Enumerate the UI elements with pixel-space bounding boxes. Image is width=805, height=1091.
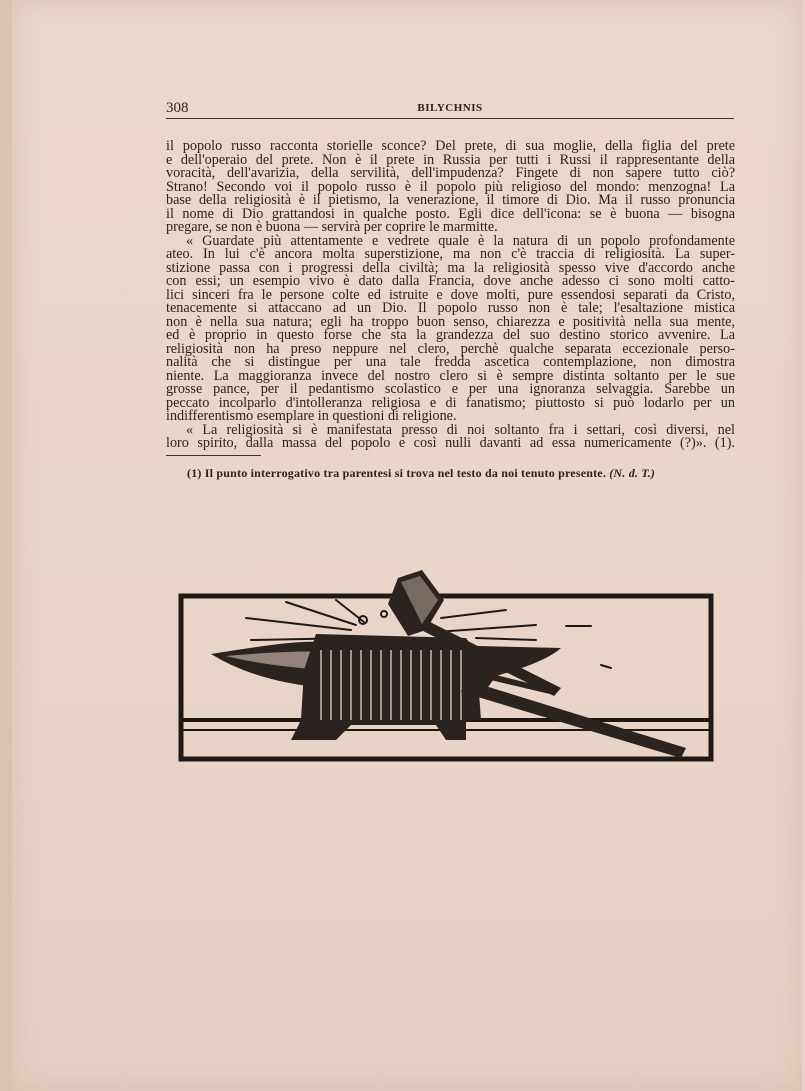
- text-line: voracità, dell'avarizia, della servilità, dell'impudenza? Fingete di non sapere tutto ciò?: [166, 165, 735, 181]
- text-line: lici sinceri fra le persone colte ed istruite e dove molti, pure essendosi separati da Cristo,: [166, 286, 735, 303]
- text-line: tenacemente si attaccano ad un Dio. Il popolo russo non è tale; l'esaltazione mistica: [166, 300, 735, 316]
- text-line: con essi; un esempio vivo è dato dalla Francia, dove anche adesso ci sono molti catto-: [166, 273, 735, 289]
- text-line: pregare, se non è buona — servirà per coprire le marmitte.: [166, 219, 498, 235]
- text-line: stizione passa con i progressi della civiltà; ma la religiosità spesso vive d'accordo anche: [166, 259, 735, 276]
- footnote-rule: [166, 455, 261, 456]
- text-line: ateo. In lui c'è ancora molta superstizione, ma non c'è traccia di religiosità. La super-: [166, 246, 735, 262]
- text-line: Strano! Secondo voi il popolo russo è il popolo più religioso del mondo: menzogna! La: [166, 178, 735, 195]
- text-line: loro spirito, dalla massa del popolo e così nulli davanti ad essa numericamente (?)». (1).: [166, 435, 735, 451]
- footnote-note: (N. d. T.): [609, 466, 656, 480]
- text-line: grosse pance, per il pedantismo scolastico e per una ignoranza selvaggia. Sarebbe un: [166, 381, 735, 397]
- text-line: il nome di Dio grattandosi in qualche posto. Egli dice dell'icona: se è buona — bisogna: [166, 205, 735, 222]
- text-line: ed è proprio in questo forse che sta la grandezza del suo destino storico avvenire. La: [166, 327, 735, 343]
- text-line: e dell'operaio del prete. Non è il prete in Russia per tutti i Russi il rappresentante della: [166, 151, 735, 168]
- text-line: niente. La maggioranza invece del nostro clero si è sempre distinta soltanto per le sue: [166, 367, 735, 384]
- text-line: nalità che si distingue per una tale fredda ascetica contemplazione, non dimostra: [166, 354, 735, 370]
- text-line: « Guardate più attentamente e vedrete quale è la natura di un popolo profondamente: [186, 232, 735, 249]
- text-line: indifferentismo esemplare in questioni di religione.: [166, 408, 457, 424]
- running-title: BILYCHNIS: [417, 102, 483, 114]
- page-edge: [0, 0, 12, 1091]
- text-line: non è nella sua natura; egli ha troppo buon senso, chiarezza e positività nella sua mente,: [166, 313, 735, 330]
- text-line: peccato incolparlo d'intolleranza religiosa e di fanatismo; piuttosto si può lodarlo per un: [166, 394, 735, 411]
- text-line: religiosità non ha preso neppure nel clero, perchè qualche separata eccezionale perso-: [166, 340, 735, 357]
- body-text: [166, 140, 735, 451]
- page-number: 308: [166, 100, 189, 116]
- anvil-illustration: [176, 570, 716, 765]
- text-line: base della religiosità è il pietismo, la venerazione, il timore di Dio. Ma il russo pronuncia: [166, 192, 735, 208]
- text-line: il popolo russo racconta storielle sconce? Del prete, di sua moglie, della figlia del prete: [166, 138, 735, 154]
- footnote-text: (1) Il punto interrogativo tra parentesi si trova nel testo da noi tenuto presente.: [187, 466, 607, 480]
- text-line: « La religiosità si è manifestata presso di noi soltanto fra i settari, così diversi, nel: [186, 421, 735, 438]
- page-header: [166, 100, 734, 119]
- footnote: [187, 466, 655, 481]
